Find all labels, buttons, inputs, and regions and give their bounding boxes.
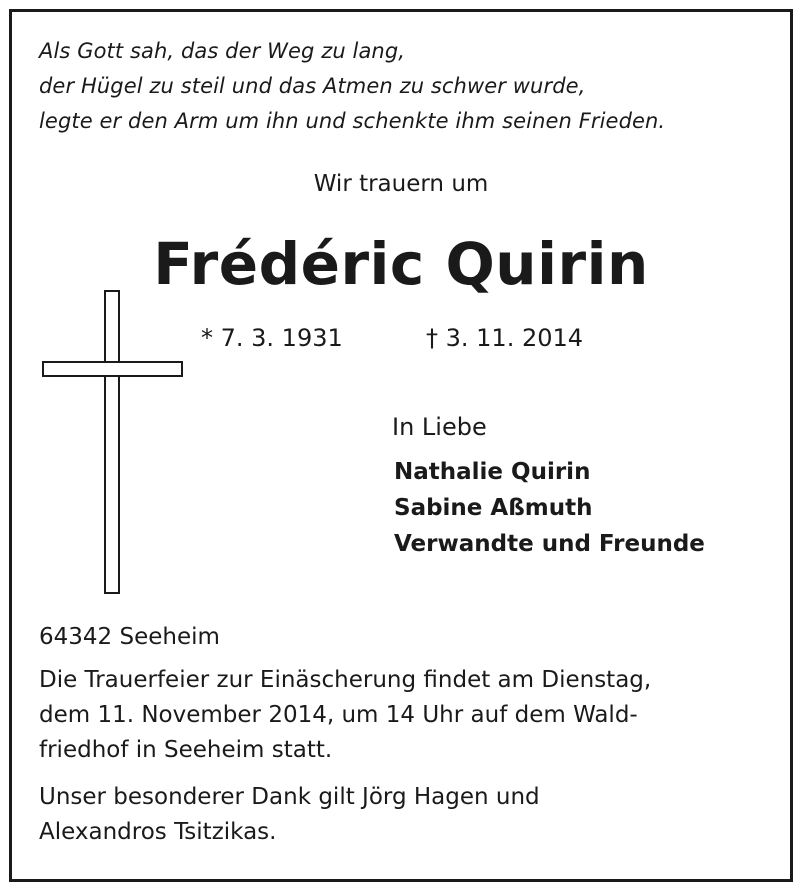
birth-date: * 7. 3. 1931 — [201, 324, 343, 352]
mourning-intro: Wir trauern um — [313, 171, 489, 197]
poem — [39, 34, 779, 139]
thanks-line: Alexandros Tsitzikas. — [39, 819, 277, 845]
ceremony-info — [39, 663, 779, 768]
thanks-line: Unser besonderer Dank gilt Jörg Hagen und — [39, 784, 540, 810]
thanks-note — [39, 780, 779, 850]
in-love-label: In Liebe — [392, 413, 487, 441]
mourner-name: Nathalie Quirin — [394, 459, 591, 485]
poem-line: der Hügel zu steil und das Atmen zu schwer wurde, — [39, 74, 586, 98]
deceased-name: Frédéric Quirin — [153, 230, 649, 298]
obituary-notice — [9, 9, 793, 882]
ceremony-line: friedhof in Seeheim statt. — [39, 737, 333, 763]
mourners-list — [394, 454, 705, 562]
poem-line: Als Gott sah, das der Weg zu lang, — [39, 39, 406, 63]
mourner-name: Verwandte und Freunde — [394, 531, 705, 557]
death-date: † 3. 11. 2014 — [426, 324, 584, 352]
ceremony-line: dem 11. November 2014, um 14 Uhr auf dem Wald- — [39, 702, 638, 728]
mourner-name: Sabine Aßmuth — [394, 495, 593, 521]
place: 64342 Seeheim — [39, 624, 220, 650]
poem-line: legte er den Arm um ihn und schenkte ihm seinen Frieden. — [39, 109, 666, 133]
ceremony-line: Die Trauerfeier zur Einäscherung findet am Dienstag, — [39, 667, 652, 693]
cross-icon — [42, 290, 183, 598]
